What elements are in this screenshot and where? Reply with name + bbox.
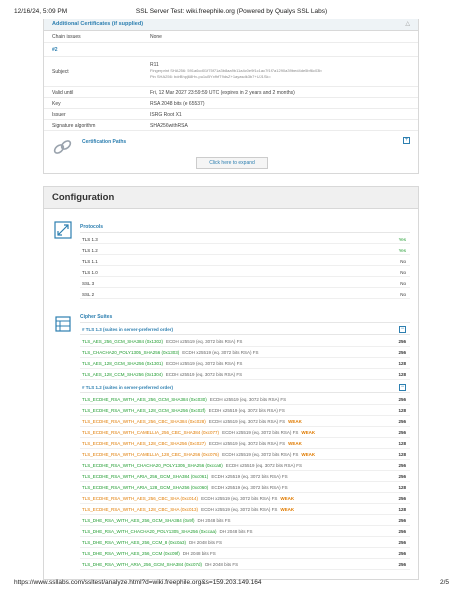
cipher-suite-id: TLS_ECDHE_RSA_WITH_AES_128_GCM_SHA256 (0xc02f) — [82, 408, 206, 413]
cipher-suite-bits: 256 — [398, 474, 406, 479]
protocols-divider — [80, 232, 410, 233]
print-date: 12/16/24, 5:09 PM — [14, 8, 68, 15]
cipher-suite-name — [82, 518, 231, 523]
protocol-status: No — [400, 281, 406, 286]
tls13-header-label: # TLS 1.3 (suites in server-preferred order) — [82, 327, 174, 332]
print-title: SSL Server Test: wiki.freephile.org (Powered by Qualys SSL Labs) — [135, 8, 328, 15]
cipher-suite-kex: ECDH x25519 (eq. 3072 bits RSA) FS — [208, 419, 286, 424]
collapse-tls13-icon[interactable]: − — [400, 326, 405, 332]
tls12-suites-header[interactable] — [80, 383, 410, 393]
cipher-suite-row — [80, 337, 410, 347]
protocol-row — [80, 279, 410, 288]
cipher-suite-id: TLS_ECDHE_RSA_WITH_AES_256_CBC_SHA384 (0xc028) — [82, 419, 206, 424]
cipher-suite-kex: ECDH x25519 (eq. 3072 bits RSA) FS — [208, 408, 285, 413]
cipher-suite-id: TLS_DHE_RSA_WITH_AES_256_GCM_SHA384 (0x9f) — [82, 518, 195, 523]
cipher-suite-bits: 128 — [398, 485, 406, 490]
cipher-suite-row — [80, 428, 410, 438]
weak-badge: WEAK — [288, 441, 302, 446]
protocol-status: Yes — [398, 248, 406, 253]
cipher-suites-icon — [54, 315, 72, 333]
print-page-number: 2/5 — [439, 579, 449, 586]
cipher-suite-name — [82, 361, 242, 366]
cipher-suite-bits: 256 — [398, 397, 406, 402]
certification-paths-section — [44, 133, 418, 173]
print-url: https://www.ssllabs.com/ssltest/analyze.html?d=wiki.freephile.org&s=159.203.149.164 — [14, 579, 262, 586]
cipher-suites-divider — [80, 322, 410, 323]
cipher-suite-name — [82, 529, 253, 534]
cipher-suite-bits: 256 — [398, 562, 406, 567]
cipher-suite-bits: 256 — [398, 518, 406, 523]
cipher-suite-name — [82, 441, 302, 446]
cipher-suite-row — [80, 359, 410, 369]
chain-issues-value: None — [150, 34, 162, 40]
cipher-suite-bits: 128 — [398, 452, 406, 457]
cipher-suite-kex: DH 2048 bits FS — [205, 562, 239, 567]
print-footer — [14, 579, 449, 589]
cipher-suite-row — [80, 527, 410, 537]
cipher-suite-bits: 128 — [398, 507, 406, 512]
issuer-value: ISRG Root X1 — [150, 112, 182, 118]
cipher-suite-name — [82, 551, 216, 556]
protocols-title: Protocols — [80, 224, 104, 230]
weak-badge: WEAK — [280, 496, 295, 501]
protocol-name: TLS 1.0 — [82, 270, 98, 275]
valid-until-label: Valid until — [52, 90, 74, 96]
protocol-status: No — [400, 292, 406, 297]
cipher-suite-name — [82, 430, 315, 435]
additional-certificates-header[interactable] — [44, 19, 418, 31]
cipher-suite-name — [82, 419, 302, 424]
cipher-suite-bits: 256 — [398, 551, 406, 556]
cipher-suite-id: TLS_AES_128_GCM_SHA256 (0x1301) — [82, 361, 164, 366]
subject-label: Subject — [52, 69, 69, 75]
cipher-suite-row — [80, 450, 410, 460]
cipher-suite-name — [82, 397, 286, 402]
protocol-row — [80, 246, 410, 255]
protocol-row — [80, 268, 410, 277]
cipher-suite-id: TLS_AES_128_CCM_SHA256 (0x1304) — [82, 372, 163, 377]
tls12-header-label: # TLS 1.2 (suites in server-preferred order) — [82, 385, 174, 390]
cipher-suite-name — [82, 540, 222, 545]
key-row — [44, 98, 418, 109]
valid-until-row — [44, 87, 418, 98]
cipher-suite-bits: 256 — [398, 540, 406, 545]
cipher-suite-name — [82, 339, 242, 344]
cipher-suite-kex: ECDH x25519 (eq. 3072 bits RSA) FS — [166, 361, 243, 366]
cert-number-row — [44, 43, 418, 57]
cipher-suite-id: TLS_DHE_RSA_WITH_ARIA_256_GCM_SHA384 (0xc07d) — [82, 562, 203, 567]
cipher-suite-row — [80, 560, 410, 570]
cipher-suite-row — [80, 483, 410, 493]
signature-algorithm-label: Signature algorithm — [52, 123, 96, 129]
protocol-row — [80, 257, 410, 266]
subject-value — [150, 62, 410, 79]
cipher-suite-row — [80, 549, 410, 559]
cipher-suite-name — [82, 507, 294, 512]
cipher-suites-title: Cipher Suites — [80, 314, 113, 320]
issuer-label: Issuer — [52, 112, 66, 118]
cipher-suite-bits: 256 — [398, 529, 406, 534]
cipher-suite-kex: ECDH x25519 (eq. 3072 bits RSA) FS — [208, 441, 286, 446]
cipher-suite-id: TLS_ECDHE_RSA_WITH_CAMELLIA_256_CBC_SHA384 (0xc077) — [82, 430, 220, 435]
cipher-suite-kex: DH 2048 bits FS — [189, 540, 223, 545]
cipher-suite-kex: ECDH x25519 (eq. 3072 bits RSA) FS — [209, 397, 287, 402]
cipher-suite-id: TLS_ECDHE_RSA_WITH_AES_128_CBC_SHA256 (0xc027) — [82, 441, 206, 446]
cipher-suite-id: TLS_DHE_RSA_WITH_AES_256_CCM_8 (0xc0a3) — [82, 540, 187, 545]
configuration-header — [44, 187, 418, 209]
cert-number: #2 — [52, 47, 58, 53]
cipher-suite-kex: ECDH x25519 (eq. 3072 bits RSA) FS — [166, 339, 243, 344]
cipher-suite-id: TLS_ECDHE_RSA_WITH_CHACHA20_POLY1305_SHA256 (0xcca8) — [82, 463, 223, 468]
cipher-suite-name — [82, 372, 242, 377]
cipher-suite-kex: ECDH x25519 (eq. 3072 bits RSA) FS — [182, 350, 259, 355]
cipher-suite-bits: 256 — [398, 496, 406, 501]
cipher-suite-bits: 256 — [398, 463, 406, 468]
protocol-name: TLS 1.3 — [82, 237, 98, 242]
cipher-suite-name — [82, 350, 259, 355]
certification-paths-title: Certification Paths — [82, 139, 127, 145]
protocol-name: TLS 1.1 — [82, 259, 98, 264]
cipher-suite-row — [80, 406, 410, 416]
cipher-suite-row — [80, 348, 410, 358]
cipher-suite-kex: DH 2048 bits FS — [197, 518, 231, 523]
cipher-suite-row — [80, 461, 410, 471]
cipher-suite-id: TLS_CHACHA20_POLY1305_SHA256 (0x1303) — [82, 350, 180, 355]
cipher-suite-bits: 256 — [398, 430, 406, 435]
cipher-suite-row — [80, 516, 410, 526]
cipher-suite-name — [82, 474, 288, 479]
cipher-suite-kex: ECDH x25519 (eq. 3072 bits RSA) FS — [201, 507, 278, 512]
cipher-suite-kex: ECDH x25519 (eq. 3072 bits RSA) FS — [225, 463, 303, 468]
additional-certificates-title: Additional Certificates (if supplied) — [52, 21, 144, 27]
cipher-suite-id: TLS_DHE_RSA_WITH_CHACHA20_POLY1305_SHA256 (0xccaa) — [82, 529, 217, 534]
protocol-status: Yes — [398, 237, 406, 242]
chain-link-icon — [52, 137, 74, 157]
protocols-icon — [54, 221, 72, 239]
cipher-suite-kex: ECDH x25519 (eq. 3072 bits RSA) FS — [165, 372, 243, 377]
cipher-suite-id: TLS_ECDHE_RSA_WITH_AES_256_GCM_SHA384 (0xc030) — [82, 397, 207, 402]
cipher-suite-id: TLS_ECDHE_RSA_WITH_CAMELLIA_128_CBC_SHA256 (0xc076) — [82, 452, 220, 457]
collapse-icon[interactable]: △ — [405, 21, 410, 27]
cipher-suite-row — [80, 395, 410, 405]
cipher-suite-bits: 128 — [398, 372, 406, 377]
cipher-suite-row — [80, 370, 410, 380]
cipher-suite-id: TLS_ECDHE_RSA_WITH_ARIA_128_GCM_SHA256 (0xc060) — [82, 485, 209, 490]
cipher-suite-name — [82, 485, 288, 490]
cipher-suite-row — [80, 439, 410, 449]
weak-badge: WEAK — [288, 419, 302, 424]
subject-cn: R11 — [150, 62, 159, 68]
cipher-suite-bits: 256 — [398, 419, 406, 424]
configuration-card — [43, 186, 419, 580]
cipher-suite-id: TLS_DHE_RSA_WITH_AES_256_CCM (0xc09f) — [82, 551, 180, 556]
cipher-suite-bits: 256 — [398, 339, 406, 344]
cipher-suite-id: TLS_ECDHE_RSA_WITH_AES_128_CBC_SHA (0xc013) — [82, 507, 199, 512]
signature-algorithm-row — [44, 120, 418, 131]
cipher-suite-kex: ECDH x25519 (eq. 3072 bits RSA) FS — [211, 474, 288, 479]
collapse-tls12-icon[interactable]: − — [400, 384, 405, 390]
subject-pin: Pin SHA256: bdrBhpj68Hv-pu1uBYxfhfT9dsZ+1ayasdk3b7+UJ1Sk= — [150, 73, 271, 79]
weak-badge: WEAK — [280, 507, 295, 512]
issuer-row — [44, 109, 418, 120]
expand-paths-button[interactable]: Click here to expand — [196, 157, 268, 169]
cipher-suite-id: TLS_AES_256_GCM_SHA384 (0x1302) — [82, 339, 164, 344]
key-value: RSA 2048 bits (e 65537) — [150, 101, 205, 107]
cipher-suite-kex: ECDH x25519 (eq. 3072 bits RSA) FS — [222, 430, 299, 435]
cipher-suite-kex: ECDH x25519 (eq. 3072 bits RSA) FS — [222, 452, 299, 457]
protocol-name: SSL 3 — [82, 281, 95, 286]
key-label: Key — [52, 101, 61, 107]
cipher-suite-row — [80, 505, 410, 515]
signature-algorithm-value: SHA256withRSA — [150, 123, 188, 129]
cipher-suite-name — [82, 562, 238, 567]
cipher-suite-name — [82, 408, 285, 413]
cipher-suite-row — [80, 538, 410, 548]
cipher-suite-bits: 128 — [398, 361, 406, 366]
cipher-suite-name — [82, 452, 315, 457]
cipher-suite-row — [80, 417, 410, 427]
subject-row — [44, 57, 418, 87]
subject-fingerprint: Fingerprint SHA256: 591a6cd01f75f71a3b8aa9b11a4c0e9f1c1ac7f1f7a1290a39bed4de5bf6c03b — [150, 68, 322, 73]
cipher-suite-kex: ECDH x25519 (eq. 3072 bits RSA) FS — [211, 485, 288, 490]
protocol-row — [80, 235, 410, 244]
cipher-suite-name — [82, 463, 302, 468]
cipher-suite-row — [80, 494, 410, 504]
valid-until-value: Fri, 12 Mar 2027 23:59:59 UTC (expires in 2 years and 2 months) — [150, 90, 295, 96]
cipher-suite-bits: 256 — [398, 350, 406, 355]
cipher-suite-id: TLS_ECDHE_RSA_WITH_AES_256_CBC_SHA (0xc014) — [82, 496, 199, 501]
weak-badge: WEAK — [301, 430, 316, 435]
chain-issues-row — [44, 31, 418, 43]
protocol-name: TLS 1.2 — [82, 248, 98, 253]
protocol-row — [80, 290, 410, 299]
expand-icon[interactable]: + — [404, 137, 409, 143]
cipher-suite-bits: 128 — [398, 408, 406, 413]
cipher-suite-id: TLS_ECDHE_RSA_WITH_ARIA_256_GCM_SHA384 (0xc061) — [82, 474, 209, 479]
cipher-suite-bits: 128 — [398, 441, 406, 446]
chain-issues-label: Chain issues — [52, 34, 81, 40]
weak-badge: WEAK — [301, 452, 316, 457]
tls13-suites-header[interactable] — [80, 325, 410, 335]
protocol-status: No — [400, 259, 406, 264]
cipher-suite-row — [80, 472, 410, 482]
cipher-suite-kex: ECDH x25519 (eq. 3072 bits RSA) FS — [201, 496, 278, 501]
additional-certificates-card — [43, 19, 419, 174]
cipher-suite-name — [82, 496, 294, 501]
cipher-suite-kex: DH 2048 bits FS — [219, 529, 253, 534]
protocol-status: No — [400, 270, 406, 275]
protocol-name: SSL 2 — [82, 292, 95, 297]
cipher-suite-kex: DH 2048 bits FS — [182, 551, 216, 556]
configuration-title: Configuration — [52, 192, 115, 203]
